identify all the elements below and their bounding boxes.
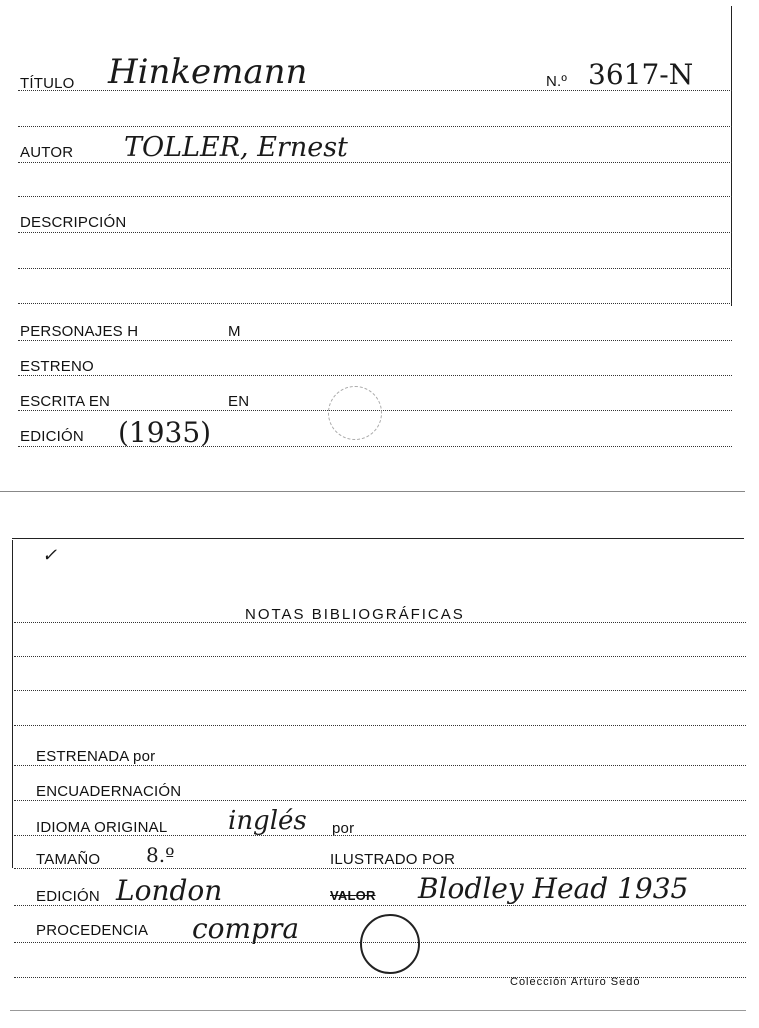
descripcion-label: DESCRIPCIÓN [20,214,127,231]
encuadernacion-line [14,800,746,801]
edicion-back-value: London [116,874,223,907]
numero-value: 3617-N [588,58,694,91]
procedencia-label: PROCEDENCIA [36,922,149,939]
numero-label: N.º [546,73,568,90]
personajes-label: PERSONAJES H [20,323,139,340]
coleccion-stamp: Colección Arturo Sedó [510,976,641,988]
notas-line [14,656,746,657]
edicion-back-line [14,905,746,906]
notas-line [14,725,746,726]
tamano-line [14,868,746,869]
edicion-label: EDICIÓN [20,428,84,445]
estrenada-line [14,765,746,766]
descripcion-line [18,303,732,304]
escrita-label: ESCRITA EN [20,393,111,410]
autor-label: AUTOR [20,144,74,161]
card-back-left-edge [12,540,13,868]
edicion-line [18,446,732,447]
estrenada-label: ESTRENADA por [36,748,156,765]
notas-line [14,622,746,623]
check-mark: ✓ [42,545,58,566]
valor-value: Blodley Head 1935 [418,872,689,905]
autor-line [18,162,732,163]
titulo-value: Hinkemann [108,52,308,92]
idioma-line [14,835,746,836]
card-back-bottom-edge [10,1010,746,1011]
edicion-back-label: EDICIÓN [36,888,100,905]
personajes-m-label: M [228,323,241,340]
descripcion-line [18,268,732,269]
notas-line [14,690,746,691]
card-front-bottom-edge [0,491,745,492]
estreno-label: ESTRENO [20,358,94,375]
blank-line [18,126,732,127]
idioma-label: IDIOMA ORIGINAL [36,819,168,836]
punch-hole [328,386,382,440]
encuadernacion-label: ENCUADERNACIÓN [36,783,182,800]
tamano-value: 8.º [146,843,175,867]
personajes-line [18,340,732,341]
escrita-en-label: EN [228,393,250,410]
estreno-line [18,375,732,376]
card-front-right-edge [731,6,732,306]
por-label: por [332,820,355,837]
descripcion-line [18,232,732,233]
autor-value: TOLLER, Ernest [124,132,348,163]
ilustrado-label: ILUSTRADO POR [330,851,456,868]
valor-label: VALOR [330,888,376,903]
procedencia-value: compra [192,912,300,945]
idioma-value: inglés [228,806,307,836]
titulo-line [18,90,732,91]
punch-hole [360,914,420,974]
tamano-label: TAMAÑO [36,851,101,868]
notas-heading: NOTAS BIBLIOGRÁFICAS [245,606,465,623]
blank-line [18,196,732,197]
card-back-top-edge [12,538,744,539]
titulo-label: TÍTULO [20,75,75,92]
edicion-value: (1935) [118,416,212,449]
